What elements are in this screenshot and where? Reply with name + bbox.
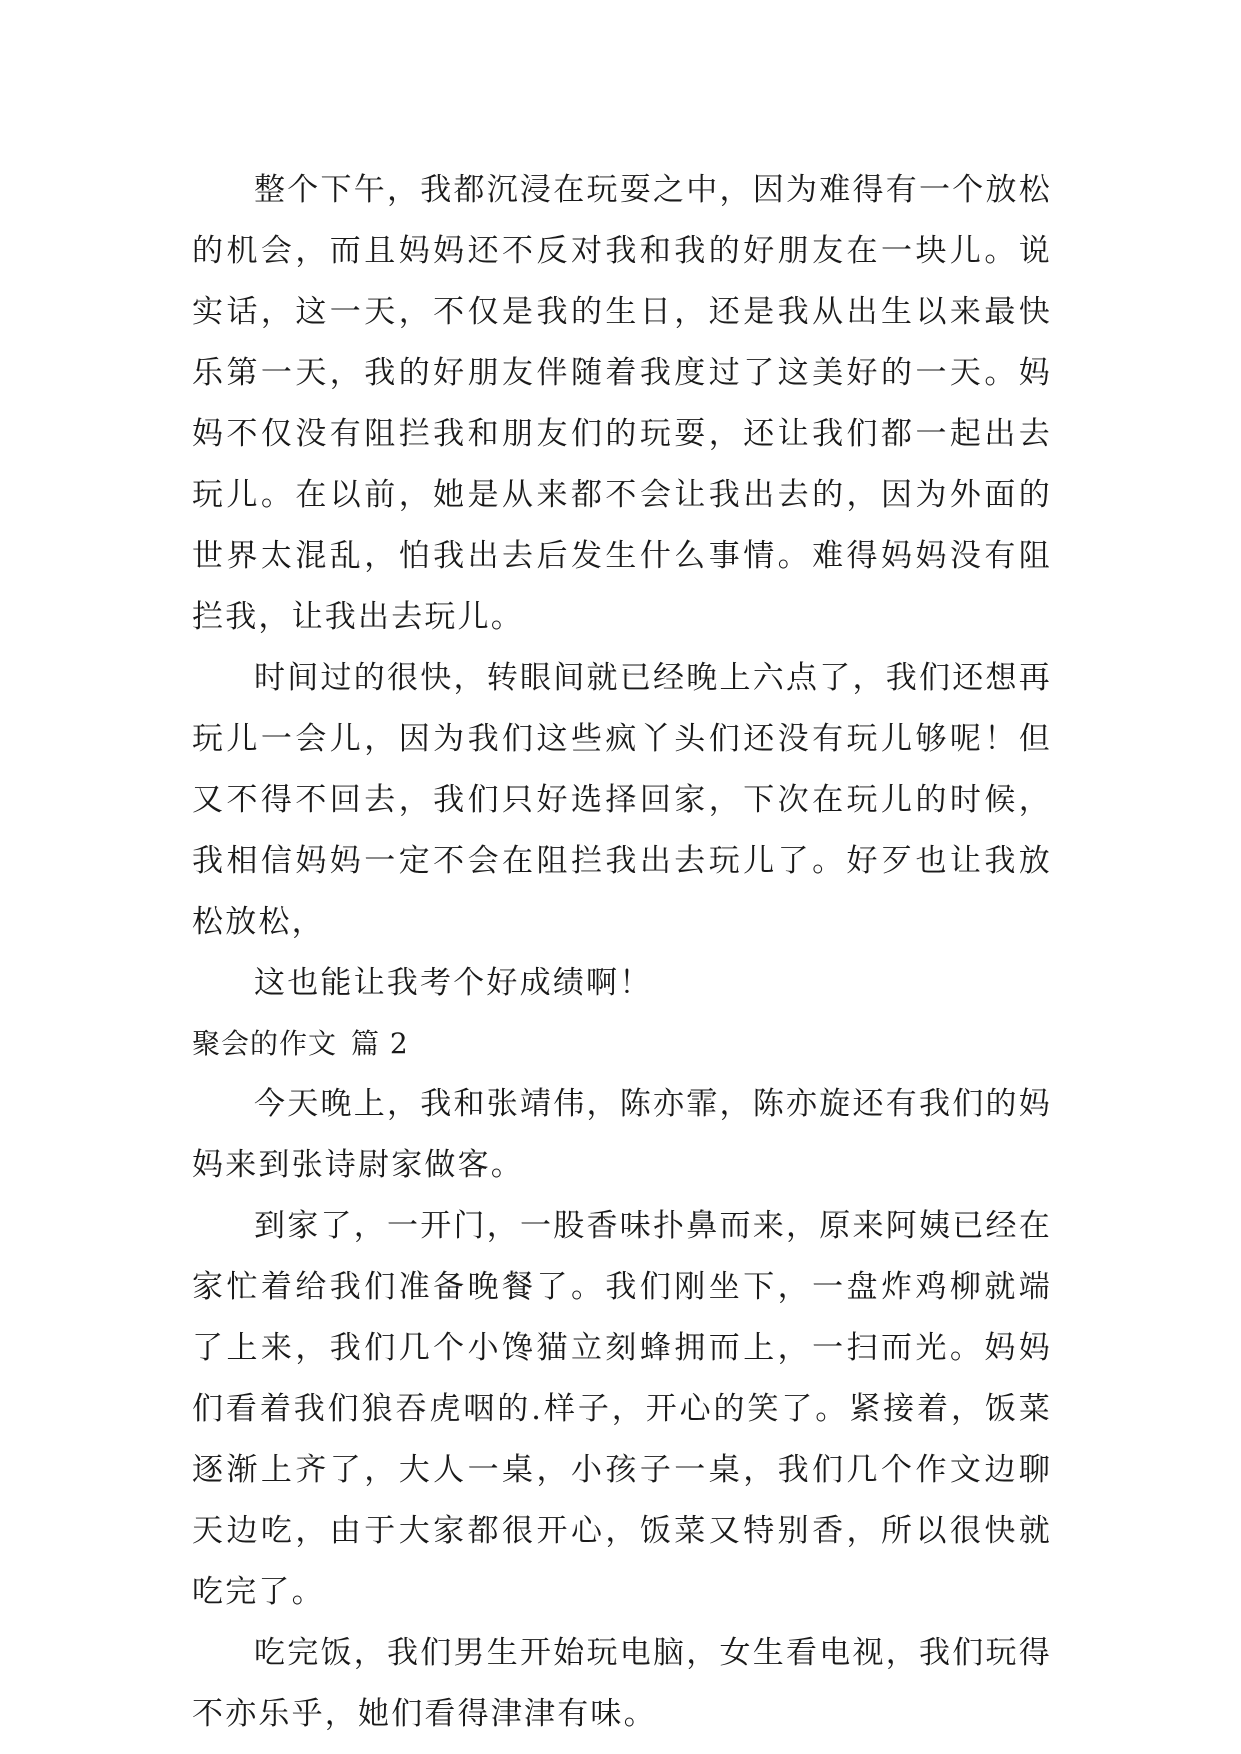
section-heading-number: 篇 2: [351, 1027, 409, 1060]
paragraph-good-grades: 这也能让我考个好成绩啊！: [254, 965, 653, 1001]
paragraph-afternoon-play: 整个下午，我都沉浸在玩耍之中，因为难得有一个放松的机会，而且妈妈还不反对我和我的好朋友在一块儿。说实话，这一天，不仅是我的生日，还是我从出生以来最快乐第一天，我的好朋友伴随着我度过了这美好的一天。妈妈不仅没有阻拦我和朋友们的玩耍，还让我们都一起出去玩儿。在以前，她是从来都不会让我出去的，因为外面的世界太混乱，怕我出去后发生什么事情。难得妈妈没有阻拦我，让我出去玩儿。: [192, 172, 1052, 635]
section-heading-title: 聚会的作文: [192, 1027, 338, 1060]
section-heading: [192, 1014, 1052, 1074]
document-body: [192, 160, 1052, 1745]
paragraph-evening-visit: 今天晚上，我和张靖伟，陈亦霏，陈亦旋还有我们的妈妈来到张诗尉家做客。: [192, 1086, 1052, 1183]
paragraph-dinner: 到家了，一开门，一股香味扑鼻而来，原来阿姨已经在家忙着给我们准备晚餐了。我们刚坐下，一盘炸鸡柳就端了上来，我们几个小馋猫立刻蜂拥而上，一扫而光。妈妈们看着我们狼吞虎咽的.样子，开心的笑了。紧接着，饭菜逐渐上齐了，大人一桌，小孩子一桌，我们几个作文边聊天边吃，由于大家都很开心，饭菜又特别香，所以很快就吃完了。: [192, 1208, 1052, 1610]
paragraph-after-dinner: 吃完饭，我们男生开始玩电脑，女生看电视，我们玩得不亦乐乎，她们看得津津有味。: [192, 1635, 1052, 1732]
paragraph-time-flies: 时间过的很快，转眼间就已经晚上六点了，我们还想再玩儿一会儿，因为我们这些疯丫头们还没有玩儿够呢！但又不得不回去，我们只好选择回家，下次在玩儿的时候，我相信妈妈一定不会在阻拦我出去玩儿了。好歹也让我放松放松，: [192, 660, 1052, 940]
